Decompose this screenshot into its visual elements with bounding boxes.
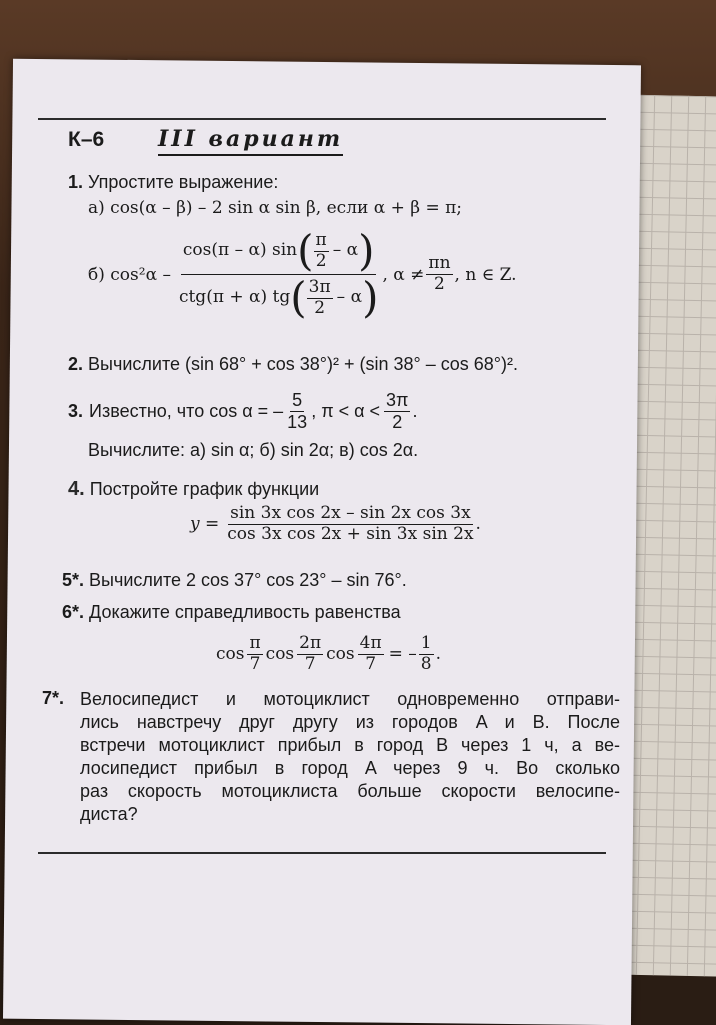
task-4-title [68, 478, 319, 501]
task-3-fraction-2: $\frac{3\pi}{2}$ [386, 390, 409, 432]
task-6-end: . [435, 644, 442, 665]
task-1b-numerator-left: cos(π – α) sin [182, 240, 298, 261]
task-6-equals: = – [388, 644, 417, 665]
task-6-number: 6*. [62, 602, 85, 622]
task-1b-condition-end: , n ∈ Z. [454, 264, 517, 285]
task-7-line: диста? [80, 804, 138, 824]
task-4-denominator: cos 3x cos 2x + sin 3x sin 2x [227, 523, 474, 544]
task-1-text: Упростите выражение: [88, 172, 279, 192]
task-7-line: лосипедист прибыл в город A через 9 ч. Во сколько [80, 758, 620, 778]
task-4-text: Постройте график функции [89, 479, 320, 499]
variant-title: III вариант [158, 126, 343, 156]
task-3-end: . [412, 400, 418, 421]
task-3-number: 3. [68, 400, 84, 421]
task-6-text: Докажите справедливость равенства [89, 602, 401, 622]
task-7-line: раз скорость мотоциклиста больше скорости велосипе- [80, 781, 620, 801]
task-4-end: . [475, 514, 481, 535]
task-1-number: 1. [68, 172, 84, 192]
task-1b-prefix: б) cos²α – [88, 264, 171, 285]
task-1a-expression: а) cos(α – β) – 2 sin α sin β, если α + β = π; [88, 198, 463, 218]
task-7-text [80, 688, 620, 826]
task-4-formula [190, 504, 481, 544]
task-4-numerator: sin 3x cos 2x – sin 2x cos 3x [230, 503, 471, 523]
task-2-text: Вычислите (sin 68° + cos 38°)² + (sin 38° – cos 68°)². [88, 354, 518, 374]
task-3-line-1 [68, 390, 418, 432]
task-1b-denominator-fraction: $\frac{3\pi}{2}$ [308, 276, 331, 318]
task-7-line: встречи мотоциклист прибыл в город B через 1 ч, а ве- [80, 735, 620, 755]
task-1b-condition-fraction: $\frac{\pi n}{2}$ [428, 253, 451, 294]
task-5-text: Вычислите 2 cos 37° cos 23° – sin 76°. [89, 570, 407, 590]
task-3-fraction-1: $\frac{5}{13}$ [287, 390, 308, 432]
task-2-number: 2. [68, 354, 84, 374]
task-1b-main-fraction: cos(π – α) sin ( $\frac{\pi}{2}$ – α ) ctg(π + α) tg ( $\frac{3\pi}{2}$ – α ) [178, 226, 379, 322]
task-2 [68, 354, 518, 375]
task-1b-denominator-left: ctg(π + α) tg [178, 287, 291, 308]
task-7-line: Велосипедист и мотоциклист одновременно отправи- [80, 689, 620, 709]
task-7-line: лись навстречу друг другу из городов A и B. После [80, 712, 620, 732]
task-4-number-crossed: 4. [68, 478, 85, 500]
task-4-fraction [225, 504, 475, 544]
task-6-cos-3: cos [326, 644, 355, 665]
task-6-fraction-3: $\frac{4\pi}{7}$ [359, 633, 382, 674]
task-5-number: 5*. [62, 570, 85, 590]
task-6-title [62, 602, 401, 623]
task-6-formula [216, 634, 441, 674]
task-1-title [68, 172, 278, 193]
task-6-cos-1: cos [216, 644, 245, 665]
task-5 [62, 570, 407, 591]
task-7-number-wrap [42, 688, 64, 709]
task-3-interval: , π < α < [311, 400, 381, 421]
task-6-cos-2: cos [265, 644, 295, 665]
task-6-fraction-2: $\frac{2\pi}{7}$ [299, 633, 322, 674]
task-3-lead: Известно, что cos α = – [89, 400, 284, 421]
task-4-lhs: y = [190, 514, 220, 535]
worksheet-code: К–6 [68, 128, 105, 151]
task-7-number: 7*. [42, 688, 65, 708]
task-1b-condition: , α ≠ [382, 264, 425, 285]
task-1b-expression [88, 226, 517, 322]
task-3-line-2: Вычислите: а) sin α; б) sin 2α; в) cos 2α. [88, 440, 419, 460]
task-6-result-fraction: $\frac{1}{8}$ [420, 633, 432, 674]
task-6-fraction-1: $\frac{\pi}{7}$ [249, 633, 261, 674]
task-1b-numerator-fraction: $\frac{\pi}{2}$ [315, 229, 327, 271]
